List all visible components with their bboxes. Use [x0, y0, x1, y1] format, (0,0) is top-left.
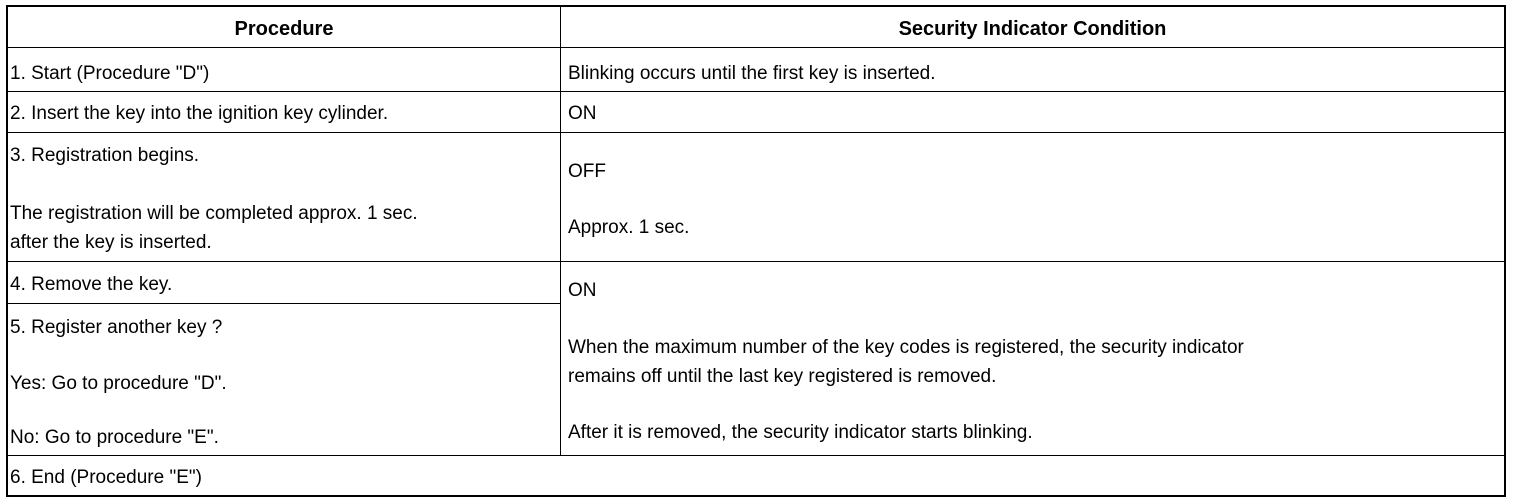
- row1-condition: Blinking occurs until the first key is inserted.: [568, 63, 936, 84]
- row3-procedure-line2: The registration will be completed approx. 1 sec.: [10, 203, 418, 224]
- row-divider-1: [8, 91, 1504, 92]
- row45-condition-line4: After it is removed, the security indicator starts blinking.: [568, 422, 1033, 443]
- row4-procedure: 4. Remove the key.: [10, 274, 173, 295]
- row3-procedure-line3: after the key is inserted.: [10, 232, 212, 253]
- row-divider-5: [8, 455, 1504, 456]
- row5-procedure-line1: 5. Register another key ?: [10, 317, 223, 338]
- row-divider-4: [8, 303, 560, 304]
- row-divider-2: [8, 132, 1504, 133]
- row3-procedure-line1: 3. Registration begins.: [10, 145, 200, 166]
- row2-condition: ON: [568, 103, 597, 124]
- procedure-table: [6, 5, 1506, 497]
- row-divider-3: [8, 261, 1504, 262]
- header-procedure: Procedure: [234, 18, 334, 40]
- row3-condition-line1: OFF: [568, 161, 606, 182]
- row6-procedure: 6. End (Procedure "E"): [10, 467, 202, 488]
- row1-procedure: 1. Start (Procedure "D"): [10, 63, 210, 84]
- row45-condition-line2: When the maximum number of the key codes is registered, the security indicator: [568, 337, 1244, 358]
- row5-procedure-line2: Yes: Go to procedure "D".: [10, 373, 227, 394]
- row45-condition-line3: remains off until the last key registered is removed.: [568, 366, 997, 387]
- row5-procedure-line3: No: Go to procedure "E".: [10, 427, 219, 448]
- column-divider: [560, 7, 561, 455]
- row2-procedure: 2. Insert the key into the ignition key cylinder.: [10, 103, 389, 124]
- row3-condition-line2: Approx. 1 sec.: [568, 217, 690, 238]
- row45-condition-line1: ON: [568, 280, 597, 301]
- header-divider: [8, 47, 1504, 48]
- header-condition: Security Indicator Condition: [898, 18, 1167, 40]
